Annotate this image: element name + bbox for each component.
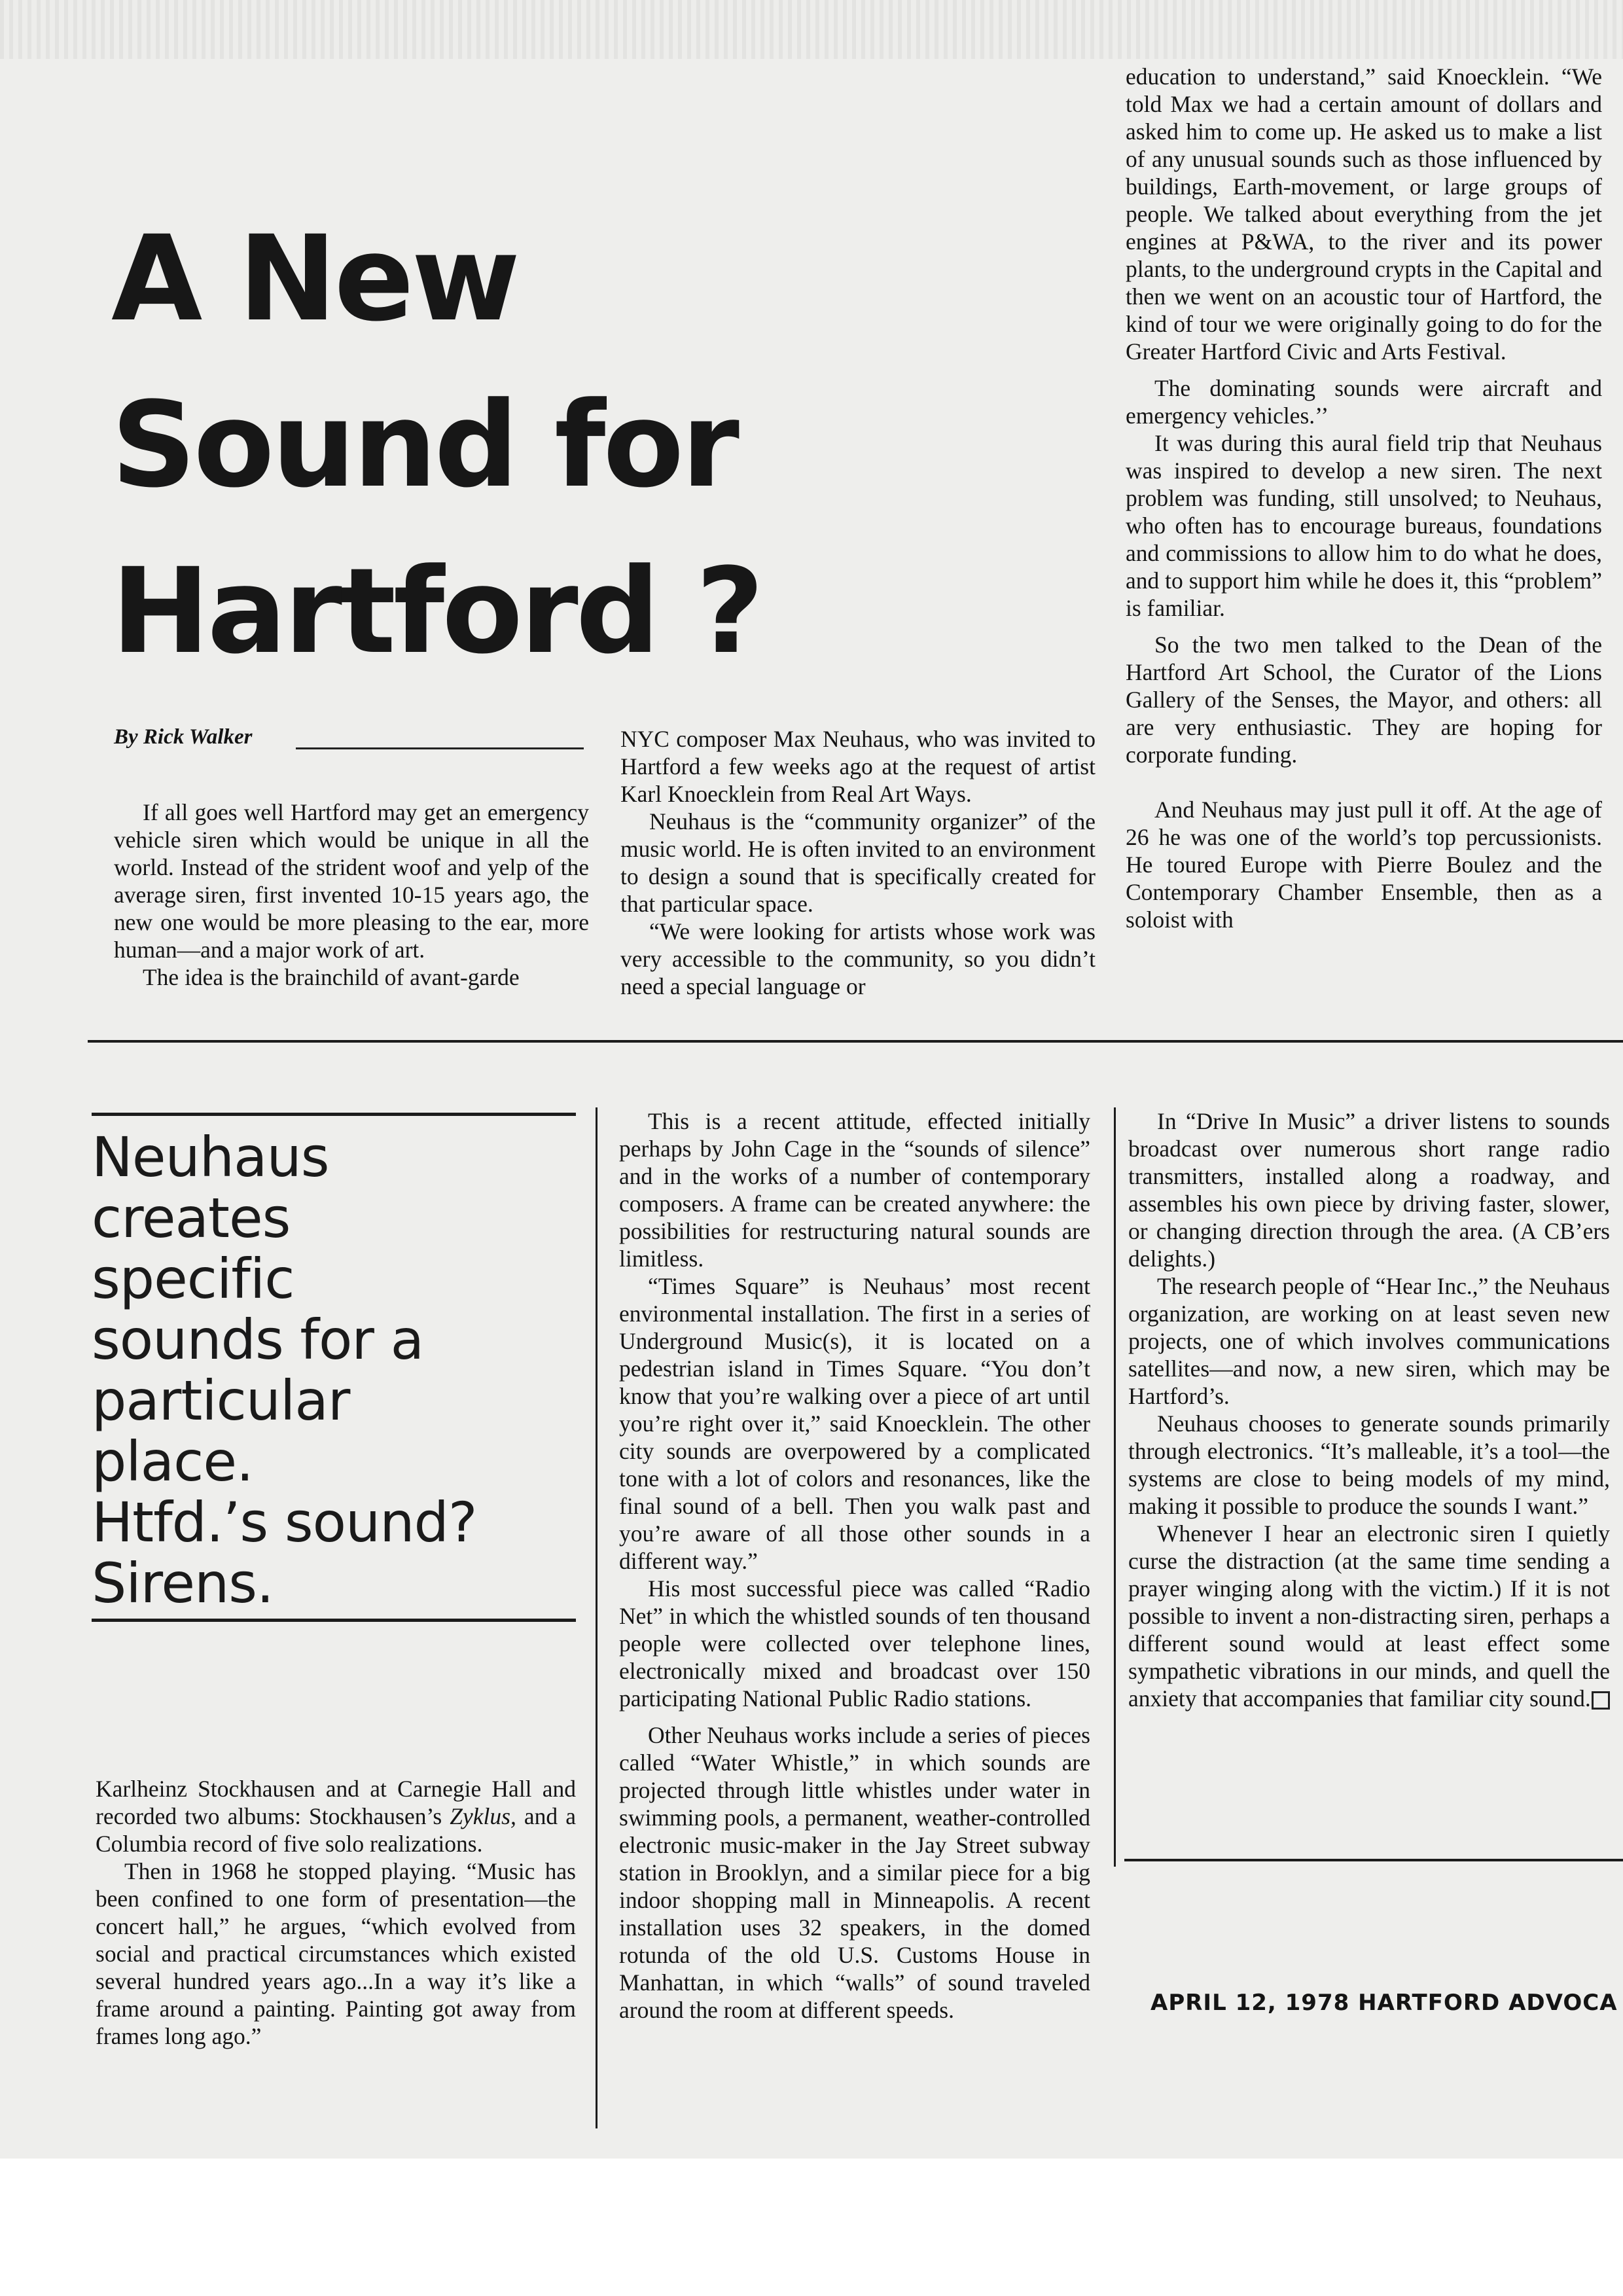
column-divider-1 [596, 1107, 597, 2128]
headline [111, 196, 1027, 695]
paragraph: NYC composer Max Neuhaus, who was invited to Hartford a few weeks ago at the request of artist Karl Knoecklein from Real Art Ways. [620, 726, 1096, 807]
pullquote-rule-bottom [92, 1619, 576, 1622]
section-divider [88, 1040, 1623, 1043]
paragraph: Neuhaus chooses to generate sounds primarily through electronics. “It’s malleable, it’s a tool—the systems are close to being models of my mind, making it possible to produce the sounds I want.” [1128, 1410, 1610, 1519]
column-divider-2 [1114, 1107, 1116, 1867]
pullquote [92, 1127, 576, 1614]
paragraph [1128, 1520, 1610, 1712]
headline-line-1: A New [111, 211, 518, 348]
paragraph: In “Drive In Music” a driver listens to sounds broadcast over numerous short range radio transmitters, installed along a roadway, and assembles his own piece by driving faster, slower, or changing direction through the area. (A CB’ers delights.) [1128, 1108, 1610, 1272]
pullquote-line: Neuhaus [92, 1125, 329, 1189]
bottom-column-2 [619, 1107, 1090, 2024]
text-run: and a Columbia record of five solo realizations. [96, 1803, 576, 1857]
pullquote-line: creates [92, 1186, 291, 1250]
text-run: Whenever I hear an electronic siren I quietly curse the distraction (at the same time sending a prayer winging along with the victim.) If it is not possible to invent a non-distracting siren, perhaps a different sound would at least effect some sympathetic vibrations in our minds, and quell the anxiety that accompanies that familiar city sound. [1128, 1520, 1610, 1712]
album-title: Zyklus, [450, 1803, 516, 1829]
paragraph: education to understand,” said Knoecklein. “We told Max we had a certain amount of dollars and asked him to come up. He asked us to make a list of any unusual sounds such as those influenced by buildings, Earth-movement, or large groups of people. We talked about everything from the jet engines at P&WA, to the river and its power plants, to the underground crypts in the Capital and then we went on an acoustic tour of Hartford, the kind of tour we were originally going to do for the Greater Hartford Civic and Arts Festival. [1126, 63, 1602, 365]
paragraph: So the two men talked to the Dean of the Hartford Art School, the Curator of the Lions Gallery of the Senses, the Mayor, and others: all are very enthusiastic. They are hoping for corporate funding. [1126, 632, 1602, 768]
paragraph: And Neuhaus may just pull it off. At the age of 26 he was one of the world’s top percussionists. He toured Europe with Pierre Boulez and the Contemporary Chamber Ensemble, then as a soloist with [1126, 797, 1602, 933]
paragraph: The idea is the brainchild of avant-garde [143, 964, 520, 990]
byline-rule [296, 747, 584, 749]
paragraph: It was during this aural field trip that Neuhaus was inspired to develop a new siren. The next problem was funding, still unsolved; to Neuhaus, who often has to encourage bureaus, foundations and commissions to allow him to do what he does, and to support him while he does it, this “problem” is familiar. [1126, 430, 1602, 621]
pullquote-line: place. [92, 1429, 253, 1494]
paragraph: This is a recent attitude, effected initially perhaps by John Cage in the “sounds of silence” and in the works of a number of contemporary composers. A frame can be created anywhere: the possibilities for restructuring natural sounds are limitless. [619, 1108, 1090, 1272]
top-column-3 [1126, 63, 1602, 933]
paragraph: Then in 1968 he stopped playing. “Music has been confined to one form of presentation—the concert hall,” he argues, “which evolved from social and practical circumstances which existed several hundred years ago...In a way it’s like a frame around a painting. Painting got away from frames long ago.” [96, 1858, 576, 2049]
pullquote-line: Sirens. [92, 1551, 274, 1615]
top-column-2 [620, 725, 1096, 1000]
paragraph: Neuhaus is the “community organizer” of the music world. He is often invited to an environment to design a sound that is specifically created for that particular space. [620, 808, 1096, 917]
paragraph: His most successful piece was called “Radio Net” in which the whistled sounds of ten thousand people were collected over telephone lines, electronically mixed and broadcast over 150 participating National Public Radio stations. [619, 1575, 1090, 1712]
headline-line-2: Sound for [111, 377, 737, 514]
paragraph [96, 1775, 576, 1857]
bottom-column-1 [96, 1775, 576, 2050]
text-run: Karlheinz Stockhausen and at Carnegie Hall and recorded two albums: Stockhausen’s [96, 1776, 576, 1829]
pullquote-line: specific [92, 1247, 294, 1311]
pullquote-line: Htfd.’s sound? [92, 1490, 477, 1554]
paragraph: The dominating sounds were aircraft and emergency vehicles.’’ [1126, 375, 1602, 429]
top-column-1 [114, 798, 589, 991]
paragraph: “Times Square” is Neuhaus’ most recent environmental installation. The first in a series of Underground Music(s), it is located on a pedestrian island in Times Square. “You don’t know that you’re walking over a piece of art until you’re right over it,” said Knoecklein. The other city sounds are overpowered by a complicated tone with a lot of colors and resonances, like the final sound of a bell. Then you walk past and you’re aware of all those other sounds in a different way.” [619, 1273, 1090, 1574]
paragraph: If all goes well Hartford may get an emergency vehicle siren which would be unique in all the world. Instead of the strident woof and yelp of the average siren, first invented 10-15 years ago, the new one would be more pleasing to the ear, more human—and a major work of art. [114, 799, 589, 963]
byline-row [114, 725, 592, 758]
paragraph: Other Neuhaus works include a series of pieces called “Water Whistle,” in which sounds are projected through little whistles under water in swimming pools, a permanent, weather-controlled electronic music-maker in the Jay Street subway station in Brooklyn, and a similar piece for a big indoor shopping mall in Minneapolis. A recent installation uses 32 speakers, in the domed rotunda of the old U.S. Customs House in Manhattan, in which “walls” of sound traveled around the room at different speeds. [619, 1722, 1090, 2023]
byline: By Rick Walker [114, 725, 253, 749]
pullquote-line: particular [92, 1369, 350, 1433]
pullquote-line: sounds for a [92, 1308, 424, 1372]
end-mark-icon [1592, 1691, 1610, 1710]
closing-rule [1124, 1859, 1623, 1861]
paragraph: “We were looking for artists whose work was very accessible to the community, so you didn’t need a special language or [620, 918, 1096, 999]
pullquote-rule-top [92, 1113, 576, 1116]
bottom-column-3 [1128, 1107, 1610, 1712]
paragraph: The research people of “Hear Inc.,” the Neuhaus organization, are working on at least seven new projects, one of which involves communications satellites—and now, a new siren, which may be Hartford’s. [1128, 1273, 1610, 1409]
footer-dateline: APRIL 12, 1978 HARTFORD ADVOCA [1150, 1990, 1618, 2016]
headline-line-3: Hartford ? [111, 543, 762, 680]
